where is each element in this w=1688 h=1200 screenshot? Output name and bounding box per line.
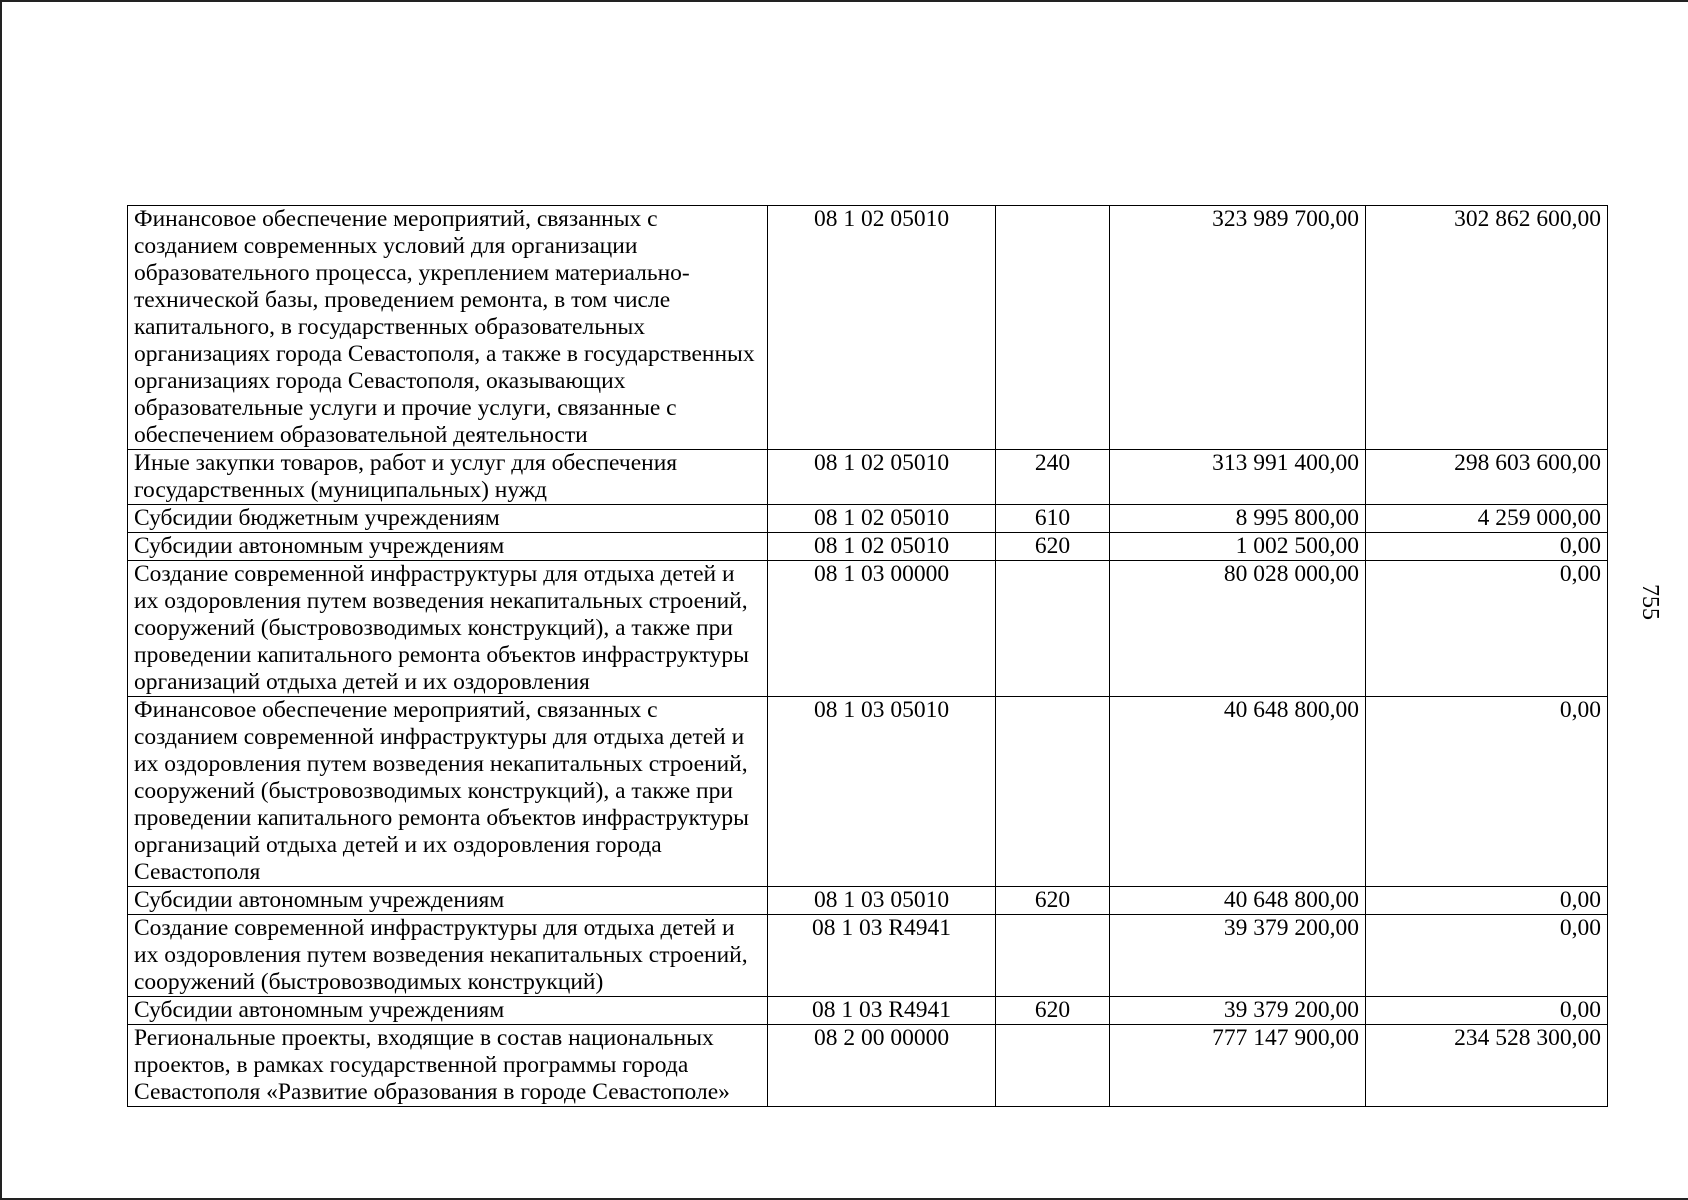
row-code: 08 1 02 05010 (768, 533, 996, 561)
table-row (128, 887, 1608, 915)
row-value-1: 313 991 400,00 (1110, 450, 1366, 505)
row-value-2: 298 603 600,00 (1366, 450, 1608, 505)
row-value-1: 80 028 000,00 (1110, 561, 1366, 697)
table-row (128, 561, 1608, 697)
row-value-1: 323 989 700,00 (1110, 206, 1366, 450)
row-value-1: 39 379 200,00 (1110, 915, 1366, 997)
row-value-2: 0,00 (1366, 533, 1608, 561)
row-expense-type: 620 (996, 887, 1110, 915)
table-row (128, 997, 1608, 1025)
row-code: 08 1 03 05010 (768, 887, 996, 915)
row-expense-type (996, 697, 1110, 887)
row-name: Субсидии автономным учреждениям (128, 533, 768, 561)
row-expense-type: 610 (996, 505, 1110, 533)
row-expense-type (996, 915, 1110, 997)
row-value-2: 0,00 (1366, 915, 1608, 997)
table-row (128, 697, 1608, 887)
table-row (128, 533, 1608, 561)
row-value-1: 40 648 800,00 (1110, 887, 1366, 915)
row-value-1: 777 147 900,00 (1110, 1025, 1366, 1107)
row-expense-type: 620 (996, 533, 1110, 561)
row-code: 08 1 03 R4941 (768, 997, 996, 1025)
table-row (128, 206, 1608, 450)
page-number: 755 (1637, 584, 1663, 620)
row-name: Региональные проекты, входящие в состав национальных проектов, в рамках государственной программы города Севастополя «Развитие образования в городе Севастополе» (128, 1025, 768, 1107)
row-expense-type (996, 1025, 1110, 1107)
row-code: 08 1 02 05010 (768, 206, 996, 450)
row-code: 08 1 03 R4941 (768, 915, 996, 997)
row-expense-type (996, 206, 1110, 450)
table-row (128, 505, 1608, 533)
budget-table (127, 205, 1608, 1107)
table-row (128, 1025, 1608, 1107)
row-value-2: 302 862 600,00 (1366, 206, 1608, 450)
table-row (128, 915, 1608, 997)
row-expense-type: 240 (996, 450, 1110, 505)
row-code: 08 1 02 05010 (768, 450, 996, 505)
row-name: Финансовое обеспечение мероприятий, связанных с созданием современной инфраструктуры для отдыха детей и их оздоровления путем возведения некапитальных строений, сооружений (быстровозводимых конструкций), а также при проведении капитального ремонта объектов инфраструктуры организаций отдыха детей и их оздоровления города Севастополя (128, 697, 768, 887)
row-value-1: 1 002 500,00 (1110, 533, 1366, 561)
row-expense-type: 620 (996, 997, 1110, 1025)
row-name: Иные закупки товаров, работ и услуг для обеспечения государственных (муниципальных) нужд (128, 450, 768, 505)
row-name: Субсидии бюджетным учреждениям (128, 505, 768, 533)
row-name: Создание современной инфраструктуры для отдыха детей и их оздоровления путем возведения некапитальных строений, сооружений (быстровозводимых конструкций) (128, 915, 768, 997)
row-value-1: 40 648 800,00 (1110, 697, 1366, 887)
row-value-2: 0,00 (1366, 561, 1608, 697)
row-name: Создание современной инфраструктуры для отдыха детей и их оздоровления путем возведения некапитальных строений, сооружений (быстровозводимых конструкций), а также при проведении капитального ремонта объектов инфраструктуры организаций отдыха детей и их оздоровления (128, 561, 768, 697)
row-value-1: 8 995 800,00 (1110, 505, 1366, 533)
row-value-1: 39 379 200,00 (1110, 997, 1366, 1025)
row-name: Субсидии автономным учреждениям (128, 997, 768, 1025)
row-code: 08 2 00 00000 (768, 1025, 996, 1107)
row-code: 08 1 03 00000 (768, 561, 996, 697)
row-name: Финансовое обеспечение мероприятий, связанных с созданием современных условий для организации образовательного процесса, укреплением материально-технической базы, проведением ремонта, в том числе капитального, в государственных образовательных организациях города Севастополя, а также в государственных организациях города Севастополя, оказывающих образовательные услуги и прочие услуги, связанные с обеспечением образовательной деятельности (128, 206, 768, 450)
row-value-2: 0,00 (1366, 997, 1608, 1025)
row-code: 08 1 02 05010 (768, 505, 996, 533)
table-row (128, 450, 1608, 505)
budget-table-body (128, 206, 1608, 1107)
row-name: Субсидии автономным учреждениям (128, 887, 768, 915)
row-value-2: 234 528 300,00 (1366, 1025, 1608, 1107)
row-value-2: 0,00 (1366, 887, 1608, 915)
row-value-2: 0,00 (1366, 697, 1608, 887)
row-code: 08 1 03 05010 (768, 697, 996, 887)
row-value-2: 4 259 000,00 (1366, 505, 1608, 533)
row-expense-type (996, 561, 1110, 697)
